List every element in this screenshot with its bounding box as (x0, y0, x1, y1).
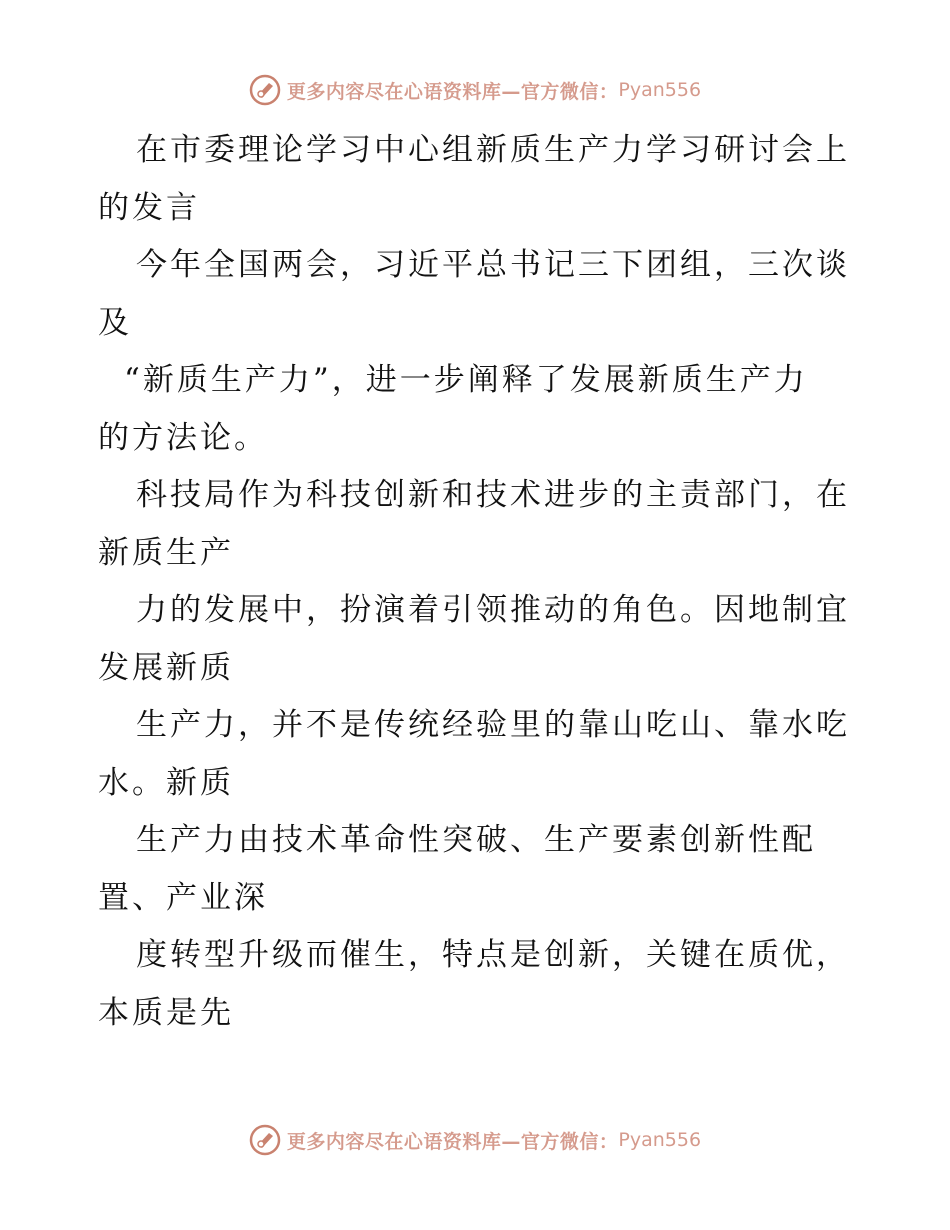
text-line: 科技局作为科技创新和技术进步的主责部门，在 (136, 477, 850, 513)
text-line: 置、产业深 (98, 879, 268, 916)
watermark-text: 更多内容尽在心语资料库—官方微信： (286, 1130, 619, 1153)
footer-watermark (0, 1120, 950, 1160)
text-line: 力的发展中，扮演着引领推动的角色。因地制宜 (136, 592, 850, 628)
watermark-contact: Pyan556 (618, 1129, 702, 1151)
text-line: 水。新质 (98, 764, 234, 801)
text-line: 今年全国两会，习近平总书记三下团组，三次谈 (136, 247, 850, 283)
watermark-text: 更多内容尽在心语资料库—官方微信： (286, 80, 619, 103)
text-line: 及 (98, 304, 132, 341)
text-line: 生产力，并不是传统经验里的靠山吃山、靠水吃 (136, 707, 850, 743)
text-line: 的发言 (98, 189, 200, 226)
text-line: 在市委理论学习中心组新质生产力学习研讨会上 (136, 132, 850, 168)
text-line: “新质生产力”，进一步阐释了发展新质生产力 (124, 362, 808, 398)
header-watermark (0, 70, 950, 110)
document-body (98, 122, 858, 1042)
text-line: 新质生产 (98, 534, 234, 571)
text-line: 发展新质 (98, 649, 234, 686)
watermark-contact: Pyan556 (618, 79, 702, 101)
text-line: 度转型升级而催生，特点是创新，关键在质优， (136, 937, 850, 973)
brand-logo-icon (249, 1124, 281, 1156)
text-line: 的方法论。 (98, 419, 268, 456)
text-line: 本质是先 (98, 994, 234, 1031)
brand-logo-icon (249, 74, 281, 106)
text-line: 生产力由技术革命性突破、生产要素创新性配 (136, 822, 816, 858)
